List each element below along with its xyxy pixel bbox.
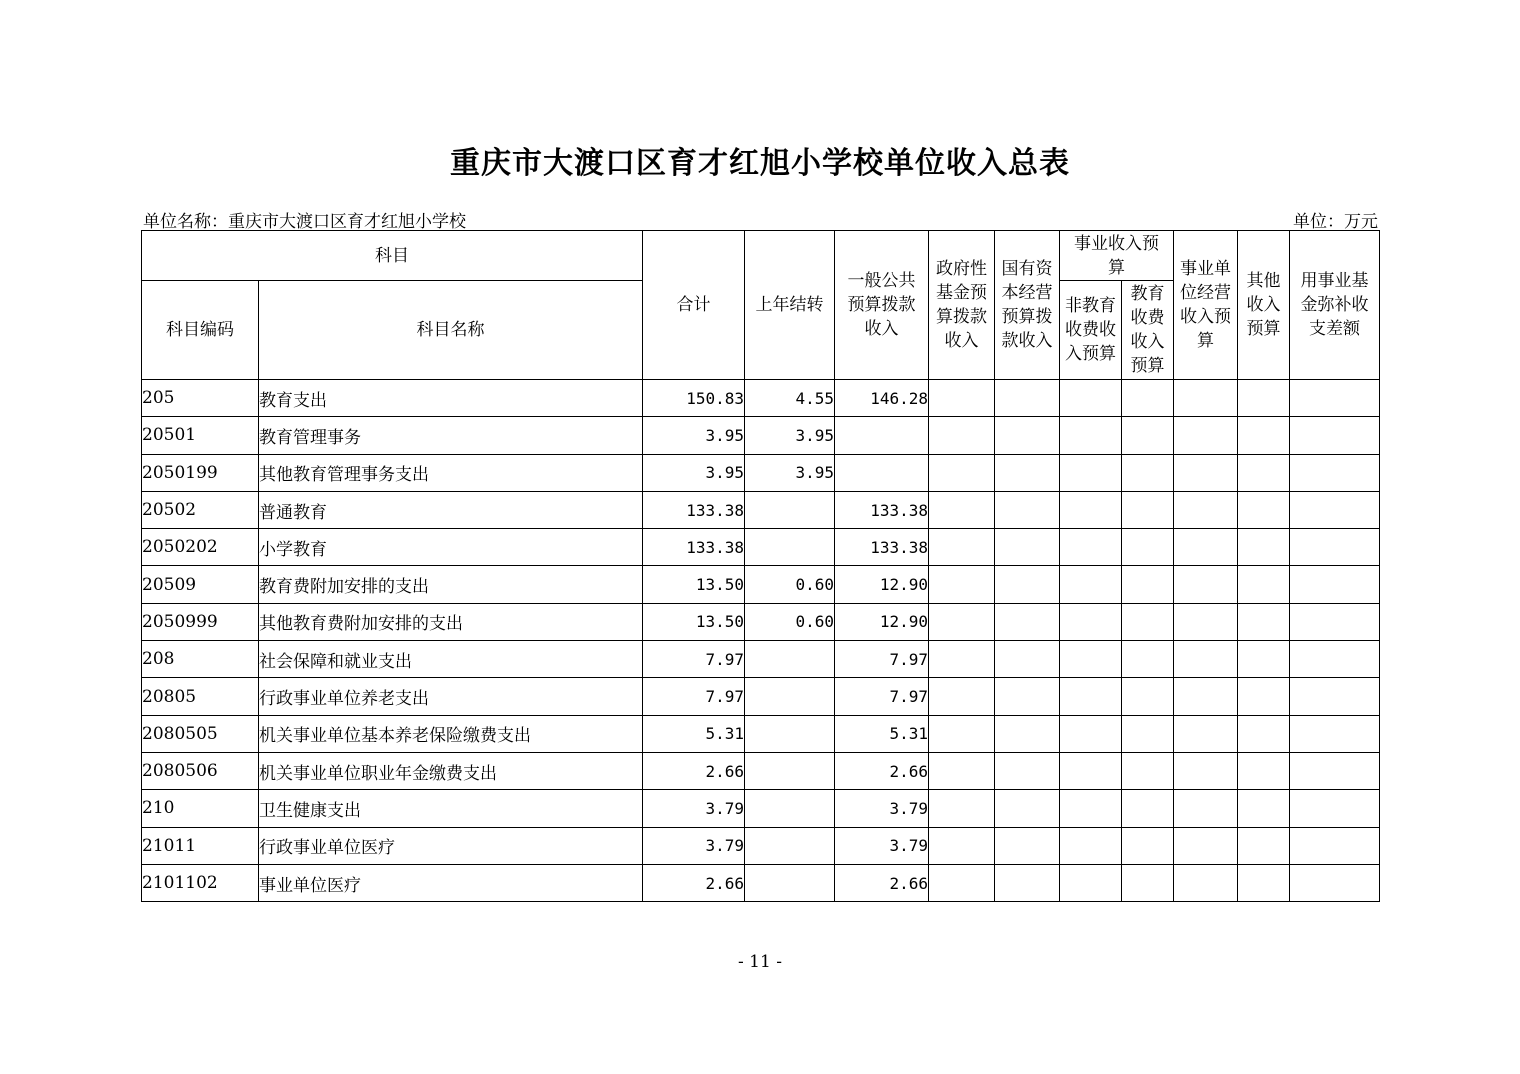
other-income-header: 其他收入预算: [1238, 231, 1290, 380]
row-empty-cell: [1122, 641, 1174, 678]
row-code: 2080506: [142, 752, 259, 789]
row-name: 教育支出: [259, 380, 643, 417]
row-empty-cell: [1290, 529, 1380, 566]
row-empty-cell: [1238, 603, 1290, 640]
row-total: 7.97: [643, 678, 745, 715]
row-total: 5.31: [643, 715, 745, 752]
code-header: 科目编码: [142, 281, 259, 380]
page-number: - 11 -: [738, 952, 782, 972]
row-name: 行政事业单位医疗: [259, 827, 643, 864]
row-empty-cell: [1238, 417, 1290, 454]
row-total: 2.66: [643, 864, 745, 901]
row-general-budget: 2.66: [835, 864, 929, 901]
row-empty-cell: [929, 864, 995, 901]
row-code: 20509: [142, 566, 259, 603]
non-edu-fee-header: 非教育收费收入预算: [1060, 281, 1122, 380]
row-empty-cell: [1174, 566, 1238, 603]
table-body: [142, 380, 1380, 902]
row-empty-cell: [1290, 417, 1380, 454]
unit-name-label: 单位名称：重庆市大渡口区育才红旭小学校: [143, 212, 466, 232]
row-empty-cell: [995, 417, 1060, 454]
row-empty-cell: [1238, 864, 1290, 901]
table-row: [142, 380, 1380, 417]
row-empty-cell: [995, 380, 1060, 417]
row-name: 社会保障和就业支出: [259, 641, 643, 678]
table-row: [142, 752, 1380, 789]
row-empty-cell: [1122, 827, 1174, 864]
row-name: 其他教育费附加安排的支出: [259, 603, 643, 640]
row-code: 208: [142, 641, 259, 678]
row-empty-cell: [1060, 678, 1122, 715]
row-total: 13.50: [643, 603, 745, 640]
row-empty-cell: [995, 864, 1060, 901]
row-name: 行政事业单位养老支出: [259, 678, 643, 715]
row-empty-cell: [1290, 715, 1380, 752]
row-empty-cell: [1122, 529, 1174, 566]
row-empty-cell: [1238, 827, 1290, 864]
row-carryover: [745, 529, 835, 566]
row-empty-cell: [1060, 491, 1122, 528]
row-carryover: 4.55: [745, 380, 835, 417]
table-row: [142, 529, 1380, 566]
row-code: 205: [142, 380, 259, 417]
row-empty-cell: [929, 678, 995, 715]
row-general-budget: [835, 454, 929, 491]
row-carryover: 0.60: [745, 566, 835, 603]
row-general-budget: 12.90: [835, 566, 929, 603]
row-empty-cell: [1122, 678, 1174, 715]
subject-header: 科目: [142, 231, 643, 281]
row-general-budget: [835, 417, 929, 454]
row-name: 教育费附加安排的支出: [259, 566, 643, 603]
row-empty-cell: [995, 827, 1060, 864]
table-row: [142, 603, 1380, 640]
row-empty-cell: [929, 380, 995, 417]
table-row: [142, 417, 1380, 454]
total-header: 合计: [643, 231, 745, 380]
row-code: 20805: [142, 678, 259, 715]
row-empty-cell: [1290, 566, 1380, 603]
row-empty-cell: [929, 529, 995, 566]
row-empty-cell: [1060, 380, 1122, 417]
row-empty-cell: [1122, 380, 1174, 417]
row-empty-cell: [1290, 790, 1380, 827]
row-general-budget: 3.79: [835, 827, 929, 864]
row-empty-cell: [929, 454, 995, 491]
row-empty-cell: [1238, 491, 1290, 528]
row-empty-cell: [929, 603, 995, 640]
row-empty-cell: [995, 603, 1060, 640]
row-name: 教育管理事务: [259, 417, 643, 454]
row-empty-cell: [1174, 715, 1238, 752]
row-total: 2.66: [643, 752, 745, 789]
row-empty-cell: [1238, 529, 1290, 566]
carryover-header: 上年结转: [745, 231, 835, 380]
row-empty-cell: [1290, 864, 1380, 901]
row-total: 150.83: [643, 380, 745, 417]
row-empty-cell: [1174, 380, 1238, 417]
row-general-budget: 3.79: [835, 790, 929, 827]
row-carryover: 3.95: [745, 417, 835, 454]
row-empty-cell: [995, 715, 1060, 752]
row-empty-cell: [1122, 603, 1174, 640]
row-empty-cell: [1122, 566, 1174, 603]
row-empty-cell: [995, 491, 1060, 528]
row-general-budget: 133.38: [835, 529, 929, 566]
row-general-budget: 2.66: [835, 752, 929, 789]
table-row: [142, 715, 1380, 752]
row-empty-cell: [1238, 715, 1290, 752]
row-general-budget: 5.31: [835, 715, 929, 752]
row-empty-cell: [1174, 864, 1238, 901]
state-capital-header: 国有资本经营预算拨款收入: [995, 231, 1060, 380]
row-empty-cell: [929, 641, 995, 678]
row-carryover: [745, 790, 835, 827]
row-code: 210: [142, 790, 259, 827]
row-empty-cell: [1290, 641, 1380, 678]
career-income-header: 事业收入预算: [1060, 231, 1174, 281]
row-empty-cell: [1122, 715, 1174, 752]
row-carryover: [745, 678, 835, 715]
income-summary-table: [141, 230, 1380, 902]
row-empty-cell: [1238, 752, 1290, 789]
row-empty-cell: [1290, 603, 1380, 640]
row-general-budget: 133.38: [835, 491, 929, 528]
row-empty-cell: [1174, 529, 1238, 566]
row-empty-cell: [1238, 380, 1290, 417]
row-empty-cell: [1174, 790, 1238, 827]
row-empty-cell: [1174, 491, 1238, 528]
row-empty-cell: [1290, 491, 1380, 528]
row-code: 2101102: [142, 864, 259, 901]
row-empty-cell: [995, 529, 1060, 566]
row-code: 20501: [142, 417, 259, 454]
row-empty-cell: [1122, 454, 1174, 491]
row-empty-cell: [995, 790, 1060, 827]
row-empty-cell: [1290, 454, 1380, 491]
row-empty-cell: [1174, 603, 1238, 640]
row-empty-cell: [1290, 827, 1380, 864]
row-empty-cell: [1060, 566, 1122, 603]
row-carryover: [745, 715, 835, 752]
row-empty-cell: [1122, 417, 1174, 454]
row-empty-cell: [929, 752, 995, 789]
row-empty-cell: [1060, 864, 1122, 901]
row-carryover: [745, 641, 835, 678]
unit-operation-header: 事业单位经营收入预算: [1174, 231, 1238, 380]
row-empty-cell: [929, 790, 995, 827]
row-name: 小学教育: [259, 529, 643, 566]
row-name: 普通教育: [259, 491, 643, 528]
row-empty-cell: [995, 566, 1060, 603]
row-name: 事业单位医疗: [259, 864, 643, 901]
row-empty-cell: [1174, 641, 1238, 678]
table-row: [142, 864, 1380, 901]
row-code: 2050199: [142, 454, 259, 491]
row-total: 3.79: [643, 827, 745, 864]
row-empty-cell: [1060, 827, 1122, 864]
row-empty-cell: [1238, 454, 1290, 491]
row-empty-cell: [1174, 827, 1238, 864]
row-empty-cell: [929, 417, 995, 454]
row-code: 21011: [142, 827, 259, 864]
row-general-budget: 12.90: [835, 603, 929, 640]
table-row: [142, 827, 1380, 864]
row-total: 7.97: [643, 641, 745, 678]
row-empty-cell: [1238, 790, 1290, 827]
row-code: 2050999: [142, 603, 259, 640]
general-budget-header: 一般公共预算拨款收入: [835, 231, 929, 380]
row-empty-cell: [1122, 491, 1174, 528]
row-empty-cell: [929, 715, 995, 752]
row-total: 13.50: [643, 566, 745, 603]
row-code: 2050202: [142, 529, 259, 566]
row-name: 机关事业单位职业年金缴费支出: [259, 752, 643, 789]
row-empty-cell: [929, 566, 995, 603]
name-header: 科目名称: [259, 281, 643, 380]
row-name: 其他教育管理事务支出: [259, 454, 643, 491]
row-empty-cell: [1174, 454, 1238, 491]
row-empty-cell: [1174, 752, 1238, 789]
row-empty-cell: [995, 752, 1060, 789]
row-empty-cell: [1060, 715, 1122, 752]
row-total: 133.38: [643, 491, 745, 528]
row-empty-cell: [1238, 566, 1290, 603]
row-empty-cell: [1060, 529, 1122, 566]
row-carryover: [745, 491, 835, 528]
edu-fee-header: 教育收费收入预算: [1122, 281, 1174, 380]
row-name: 机关事业单位基本养老保险缴费支出: [259, 715, 643, 752]
row-empty-cell: [1290, 752, 1380, 789]
row-empty-cell: [995, 641, 1060, 678]
row-carryover: [745, 752, 835, 789]
row-carryover: 3.95: [745, 454, 835, 491]
row-total: 133.38: [643, 529, 745, 566]
row-empty-cell: [995, 678, 1060, 715]
row-code: 2080505: [142, 715, 259, 752]
row-empty-cell: [1238, 678, 1290, 715]
row-name: 卫生健康支出: [259, 790, 643, 827]
row-empty-cell: [1174, 417, 1238, 454]
row-code: 20502: [142, 491, 259, 528]
page-title: 重庆市大渡口区育才红旭小学校单位收入总表: [450, 146, 1070, 181]
row-empty-cell: [1290, 678, 1380, 715]
row-empty-cell: [1238, 641, 1290, 678]
row-general-budget: 7.97: [835, 641, 929, 678]
row-empty-cell: [1060, 752, 1122, 789]
table-row: [142, 790, 1380, 827]
row-empty-cell: [1060, 603, 1122, 640]
row-total: 3.95: [643, 454, 745, 491]
row-empty-cell: [1060, 641, 1122, 678]
row-carryover: [745, 827, 835, 864]
row-carryover: 0.60: [745, 603, 835, 640]
row-general-budget: 146.28: [835, 380, 929, 417]
row-empty-cell: [1060, 417, 1122, 454]
fund-offset-header: 用事业基金弥补收支差额: [1290, 231, 1380, 380]
row-empty-cell: [1174, 678, 1238, 715]
row-empty-cell: [1060, 454, 1122, 491]
gov-fund-header: 政府性基金预算拨款收入: [929, 231, 995, 380]
row-carryover: [745, 864, 835, 901]
currency-unit-label: 单位：万元: [1293, 212, 1378, 232]
table-row: [142, 566, 1380, 603]
row-general-budget: 7.97: [835, 678, 929, 715]
row-total: 3.79: [643, 790, 745, 827]
row-empty-cell: [995, 454, 1060, 491]
table-row: [142, 491, 1380, 528]
row-empty-cell: [929, 491, 995, 528]
table-row: [142, 641, 1380, 678]
table-row: [142, 678, 1380, 715]
row-empty-cell: [929, 827, 995, 864]
row-total: 3.95: [643, 417, 745, 454]
table-row: [142, 454, 1380, 491]
row-empty-cell: [1122, 752, 1174, 789]
row-empty-cell: [1122, 790, 1174, 827]
row-empty-cell: [1060, 790, 1122, 827]
row-empty-cell: [1122, 864, 1174, 901]
row-empty-cell: [1290, 380, 1380, 417]
